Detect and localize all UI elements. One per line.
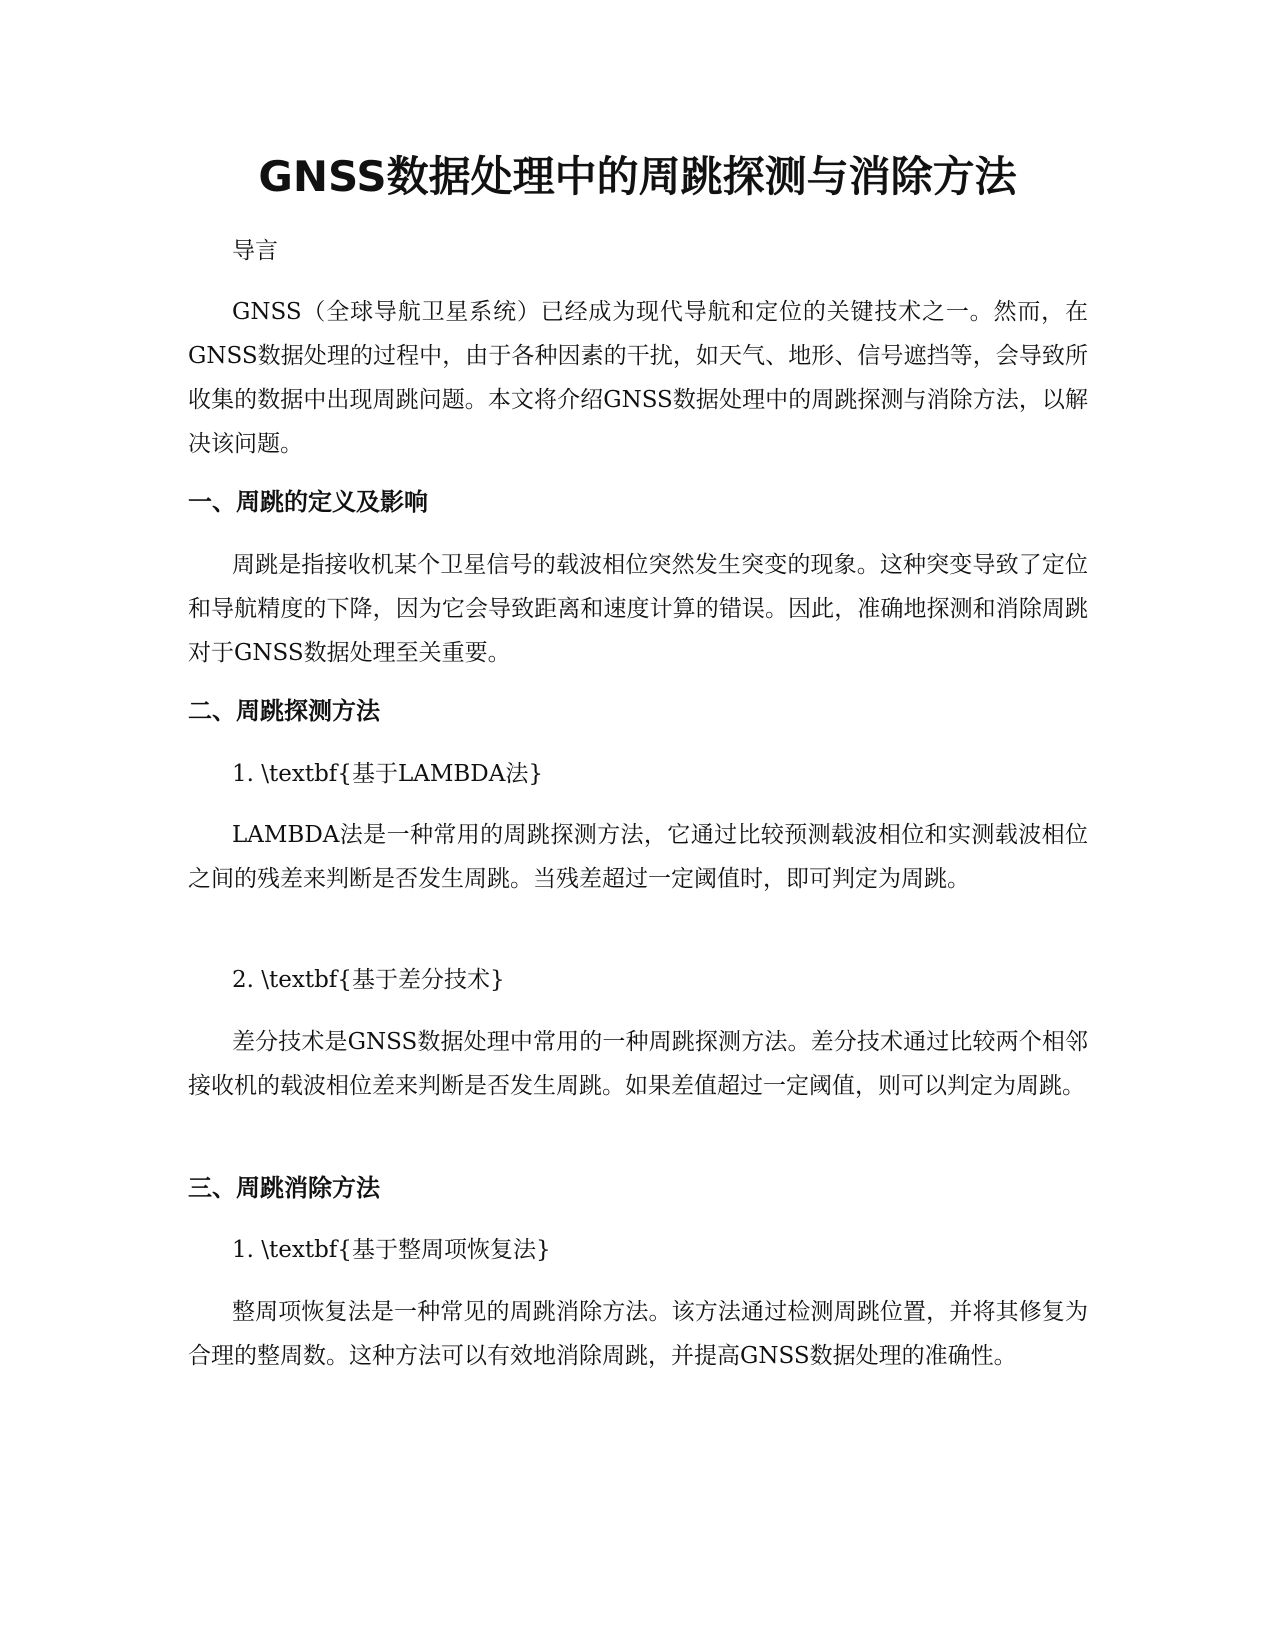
section3-item1-paragraph: 整周项恢复法是一种常见的周跳消除方法。该方法通过检测周跳位置，并将其修复为合理的整周数。这种方法可以有效地消除周跳，并提高GNSS数据处理的准确性。 [188,1299,1088,1369]
section2-heading: 二、周跳探测方法 [188,697,380,725]
document-title: GNSS数据处理中的周跳探测与消除方法 [258,152,1017,201]
section2-item2-label: 2. \textbf{基于差分技术} [232,967,505,993]
section3-item1-label: 1. \textbf{基于整周项恢复法} [232,1237,551,1263]
section1-paragraph: 周跳是指接收机某个卫星信号的载波相位突然发生突变的现象。这种突变导致了定位和导航精度的下降，因为它会导致距离和速度计算的错误。因此，准确地探测和消除周跳对于GNSS数据处理至关重要。 [188,552,1088,666]
section2-item1-label: 1. \textbf{基于LAMBDA法} [232,761,543,787]
section2-item2-paragraph: 差分技术是GNSS数据处理中常用的一种周跳探测方法。差分技术通过比较两个相邻接收机的载波相位差来判断是否发生周跳。如果差值超过一定阈值，则可以判定为周跳。 [188,1029,1088,1099]
intro-label: 导言 [232,238,278,264]
section2-item1-paragraph: LAMBDA法是一种常用的周跳探测方法，它通过比较预测载波相位和实测载波相位之间的残差来判断是否发生周跳。当残差超过一定阈值时，即可判定为周跳。 [188,822,1088,892]
intro-paragraph: GNSS（全球导航卫星系统）已经成为现代导航和定位的关键技术之一。然而，在GNSS数据处理的过程中，由于各种因素的干扰，如天气、地形、信号遮挡等，会导致所收集的数据中出现周跳问题。本文将介绍GNSS数据处理中的周跳探测与消除方法，以解决该问题。 [188,299,1088,457]
section1-heading: 一、周跳的定义及影响 [188,488,428,516]
section3-heading: 三、周跳消除方法 [188,1174,380,1202]
